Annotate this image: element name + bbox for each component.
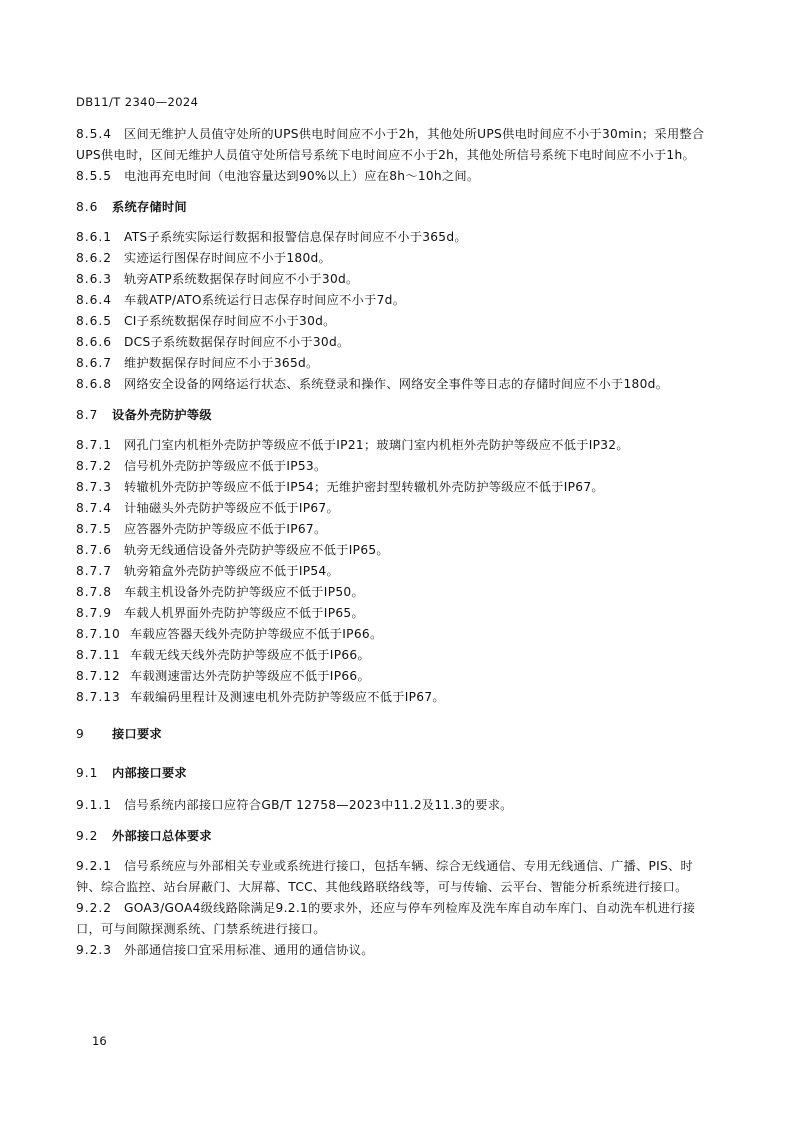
clause-text: 轨旁ATP系统数据保存时间应不小于30d。: [124, 272, 359, 286]
clause-paragraph: [76, 290, 716, 311]
clause-paragraph: [76, 795, 716, 816]
clause-number: 9.2.3: [76, 943, 113, 957]
clause-text: 车载ATP/ATO系统运行日志保存时间应不小于7d。: [124, 293, 406, 307]
clause-text: 信号机外壳防护等级应不低于IP53。: [124, 459, 327, 473]
clause-text: 信号系统应与外部相关专业或系统进行接口，包括车辆、综合无线通信、专用无线通信、广播、PIS、时钟、综合监控、站台屏蔽门、大屏幕、TCC、其他线路联络线等，可与传输、云平台、智能分析系统进行接口。: [76, 859, 694, 894]
clause-text: 信号系统内部接口应符合GB/T 12758—2023中11.2及11.3的要求。: [124, 798, 513, 812]
clause-number: 9.2.2: [76, 901, 113, 915]
clause-text: 车载主机设备外壳防护等级应不低于IP50。: [124, 585, 364, 599]
clause-number: 8.6.5: [76, 314, 113, 328]
clause-paragraph: [76, 456, 716, 477]
clause-text: 车载应答器天线外壳防护等级应不低于IP66。: [130, 627, 383, 641]
clause-paragraph: [76, 940, 716, 961]
section-heading: [76, 763, 716, 784]
clause-paragraph: [76, 856, 716, 898]
section-number: 9: [76, 727, 85, 741]
clause-text: 维护数据保存时间应不小于365d。: [124, 356, 319, 370]
section-title: 接口要求: [112, 727, 162, 741]
clause-number: 8.7.13: [76, 690, 121, 704]
section-number: 8.6: [76, 200, 99, 214]
clause-number: 8.5.5: [76, 169, 113, 183]
clause-text: GOA3/GOA4级线路除满足9.2.1的要求外，还应与停车列检库及洗车库自动车库门、自动洗车机进行接口，可与间隙探测系统、门禁系统进行接口。: [76, 901, 696, 936]
clause-text: 外部通信接口宜采用标准、通用的通信协议。: [124, 943, 374, 957]
section-heading: [76, 405, 716, 426]
clause-text: CI子系统数据保存时间应不小于30d。: [124, 314, 336, 328]
clause-number: 8.6.3: [76, 272, 113, 286]
section-title: 外部接口总体要求: [112, 829, 212, 843]
clause-text: 车载人机界面外壳防护等级应不低于IP65。: [124, 606, 364, 620]
clause-number: 8.6.4: [76, 293, 113, 307]
clause-text: 车载无线天线外壳防护等级应不低于IP66。: [130, 648, 370, 662]
clause-number: 8.7.11: [76, 648, 121, 662]
clause-text: DCS子系统数据保存时间应不小于30d。: [124, 335, 350, 349]
section-heading: [76, 724, 716, 745]
clause-paragraph: [76, 227, 716, 248]
clause-text: 网络安全设备的网络运行状态、系统登录和操作、网络安全事件等日志的存储时间应不小于180d。: [124, 377, 669, 391]
clause-paragraph: [76, 582, 716, 603]
clause-number: 8.6.7: [76, 356, 113, 370]
clause-number: 8.7.8: [76, 585, 113, 599]
clause-paragraph: [76, 124, 716, 166]
section-heading: [76, 197, 716, 218]
document-header: DB11/T 2340—2024: [76, 95, 199, 109]
clause-text: 网孔门室内机柜外壳防护等级应不低于IP21；玻璃门室内机柜外壳防护等级应不低于IP32。: [124, 438, 629, 452]
clause-paragraph: [76, 374, 716, 395]
clause-paragraph: [76, 666, 716, 687]
clause-number: 8.7.7: [76, 564, 113, 578]
clause-number: 8.7.3: [76, 480, 113, 494]
clause-number: 8.6.8: [76, 377, 113, 391]
clause-paragraph: [76, 332, 716, 353]
clause-number: 9.1.1: [76, 798, 113, 812]
document-body: [76, 124, 716, 961]
clause-number: 8.5.4: [76, 127, 113, 141]
clause-text: 轨旁箱盒外壳防护等级应不低于IP54。: [124, 564, 339, 578]
clause-number: 8.6.6: [76, 335, 113, 349]
clause-text: ATS子系统实际运行数据和报警信息保存时间应不小于365d。: [124, 230, 467, 244]
clause-paragraph: [76, 624, 716, 645]
clause-paragraph: [76, 645, 716, 666]
clause-number: 8.7.9: [76, 606, 113, 620]
clause-paragraph: [76, 561, 716, 582]
clause-paragraph: [76, 269, 716, 290]
section-number: 9.2: [76, 829, 99, 843]
clause-text: 轨旁无线通信设备外壳防护等级应不低于IP65。: [124, 543, 389, 557]
clause-number: 8.6.2: [76, 251, 113, 265]
section-title: 内部接口要求: [112, 766, 187, 780]
clause-paragraph: [76, 435, 716, 456]
clause-number: 8.7.4: [76, 501, 113, 515]
clause-text: 区间无维护人员值守处所的UPS供电时间应不小于2h，其他处所UPS供电时间应不小于30min；采用整合UPS供电时，区间无维护人员值守处所信号系统下电时间应不小于2h，其他处所信号系统下电时间应不小于1h。: [76, 127, 705, 162]
clause-paragraph: [76, 477, 716, 498]
section-title: 设备外壳防护等级: [112, 408, 212, 422]
clause-paragraph: [76, 353, 716, 374]
clause-number: 8.7.1: [76, 438, 113, 452]
clause-text: 电池再充电时间（电池容量达到90%以上）应在8h～10h之间。: [124, 169, 480, 183]
clause-paragraph: [76, 603, 716, 624]
clause-paragraph: [76, 687, 716, 708]
clause-number: 8.7.10: [76, 627, 121, 641]
clause-text: 车载编码里程计及测速电机外壳防护等级应不低于IP67。: [130, 690, 445, 704]
clause-paragraph: [76, 166, 716, 187]
clause-paragraph: [76, 540, 716, 561]
section-number: 9.1: [76, 766, 99, 780]
clause-paragraph: [76, 498, 716, 519]
clause-text: 车载测速雷达外壳防护等级应不低于IP66。: [130, 669, 370, 683]
clause-paragraph: [76, 311, 716, 332]
clause-number: 8.7.2: [76, 459, 113, 473]
clause-number: 9.2.1: [76, 859, 113, 873]
section-number: 8.7: [76, 408, 99, 422]
page-number: 16: [92, 1034, 107, 1048]
clause-number: 8.6.1: [76, 230, 113, 244]
clause-number: 8.7.12: [76, 669, 121, 683]
section-title: 系统存储时间: [112, 200, 187, 214]
clause-text: 应答器外壳防护等级应不低于IP67。: [124, 522, 327, 536]
clause-text: 计轴磁头外壳防护等级应不低于IP67。: [124, 501, 339, 515]
section-heading: [76, 826, 716, 847]
clause-text: 转辙机外壳防护等级应不低于IP54；无维护密封型转辙机外壳防护等级应不低于IP67。: [124, 480, 604, 494]
clause-paragraph: [76, 898, 716, 940]
clause-number: 8.7.6: [76, 543, 113, 557]
clause-paragraph: [76, 248, 716, 269]
clause-paragraph: [76, 519, 716, 540]
clause-text: 实迹运行图保存时间应不小于180d。: [124, 251, 332, 265]
clause-number: 8.7.5: [76, 522, 113, 536]
